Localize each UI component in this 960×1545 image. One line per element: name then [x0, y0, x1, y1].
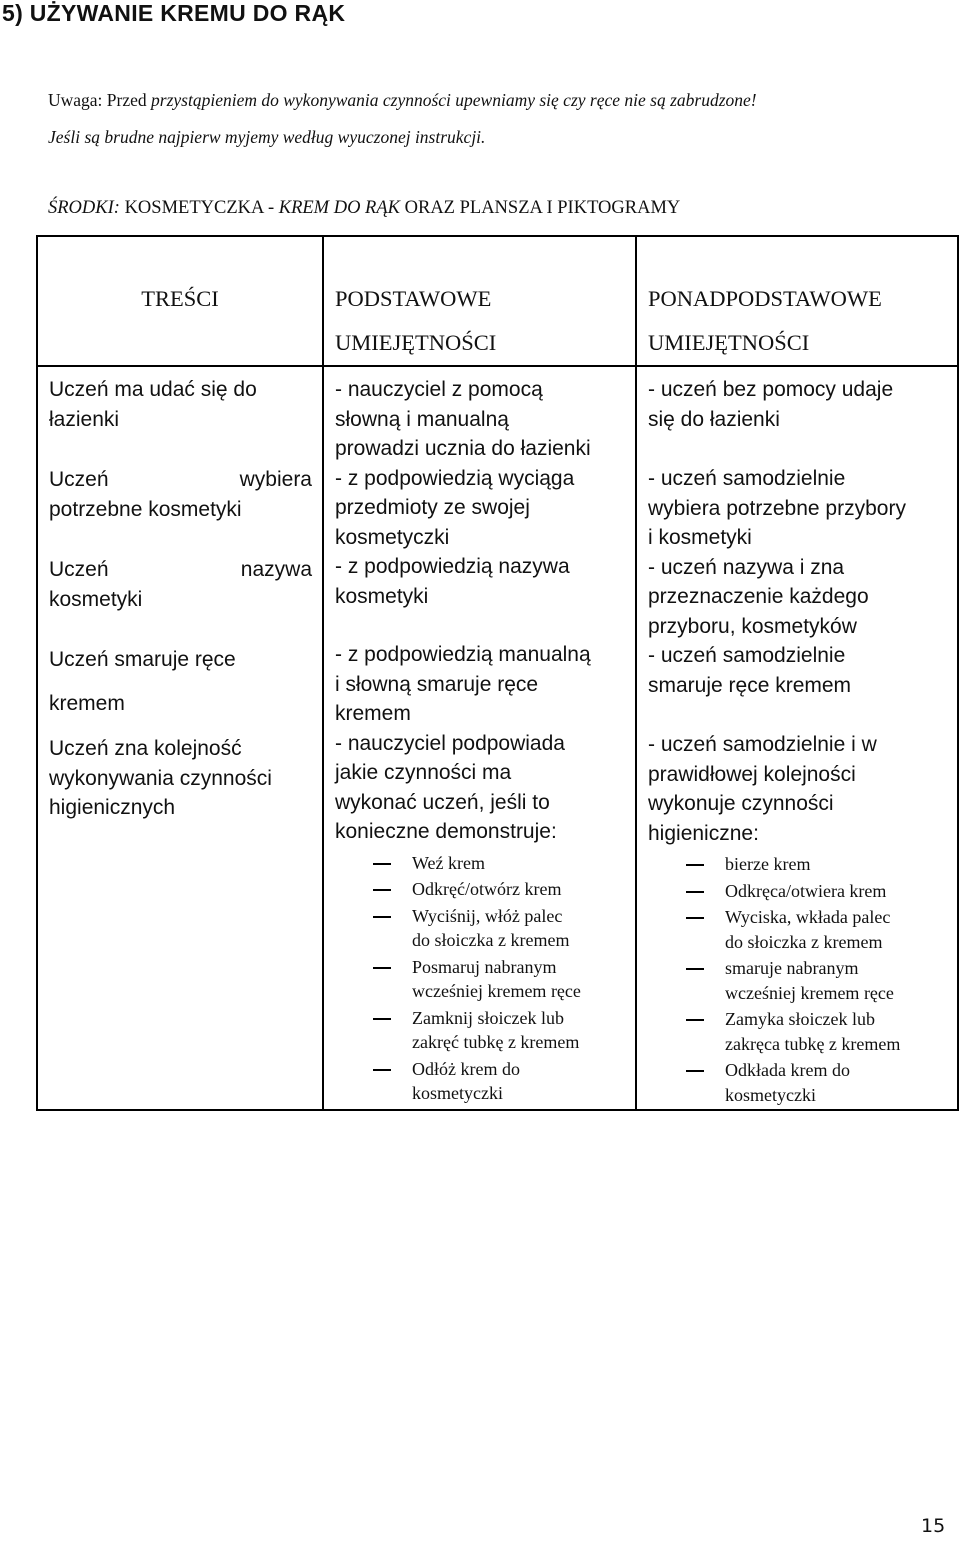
podst-5-line3: wykonać uczeń, jeśli to — [335, 790, 550, 814]
materials-kosmetyczka: KOSMETYCZKA - — [124, 198, 279, 218]
ponad-4-line1: - uczeń samodzielnie — [648, 644, 846, 667]
ponad-5-line1: - uczeń samodzielnie i w — [648, 733, 877, 756]
podstawowe-cell — [323, 366, 636, 1110]
tresci-3-word-b: nazywa — [240, 558, 312, 581]
ponad-2-line1: - uczeń samodzielnie — [648, 467, 846, 490]
step-text: Zamknij słoiczek lub — [412, 1007, 564, 1028]
header-podstawowe — [323, 236, 636, 366]
podst-4-line2: i słowną smaruje ręce — [335, 672, 539, 696]
step-text: Zamyka słoiczek lub — [725, 1009, 875, 1029]
ponad-1-line2: się do łazienki — [648, 407, 780, 431]
table-header-row — [37, 236, 958, 366]
tresci-2-line2: potrzebne kosmetyki — [49, 497, 242, 521]
header-ponadpodstawowe-line1: PONADPODSTAWOWE — [648, 286, 882, 311]
tresci-5-line2: wykonywania czynności — [49, 766, 272, 790]
list-item — [648, 1007, 947, 1056]
podst-4-line1: - z podpowiedzią manualną — [335, 643, 591, 666]
ponadpodstawowe-content — [637, 367, 957, 1107]
podst-5-line1: - nauczyciel podpowiada — [335, 731, 565, 755]
ponad-3-line1: - uczeń nazywa i zna — [648, 555, 845, 579]
step-text-cont: wcześniej kremem ręce — [725, 982, 894, 1003]
podst-1-line1: - nauczyciel z pomocą — [335, 378, 543, 401]
tresci-2-word-b: wybiera — [239, 468, 312, 491]
ponad-5-line4: higieniczne: — [648, 821, 759, 845]
podst-2-line2: przedmioty ze swojej — [335, 496, 530, 519]
list-item — [648, 879, 947, 904]
step-text: Odłóż krem do — [412, 1058, 520, 1079]
list-item — [648, 956, 947, 1005]
header-ponadpodstawowe-text — [637, 237, 957, 365]
step-text: Posmaruj nabranym — [412, 956, 557, 977]
podst-1-line3: prowadzi ucznia do łazienki — [335, 437, 591, 460]
step-text: bierze krem — [725, 854, 811, 874]
step-text-cont: do słoiczka z kremem — [412, 930, 570, 950]
podstawowe-steps-list — [335, 851, 625, 1106]
podst-3-line2: kosmetyki — [335, 584, 429, 608]
header-tresci-text: TREŚCI — [141, 286, 219, 311]
skills-table — [36, 235, 959, 1111]
header-ponadpodstawowe-line2: UMIEJĘTNOŚCI — [648, 330, 810, 355]
list-item — [335, 877, 625, 902]
step-text: Odkręć/otwórz krem — [412, 879, 562, 899]
tresci-1-line1: Uczeń ma udać się do — [49, 378, 257, 401]
podst-5-line4: konieczne demonstruje: — [335, 820, 557, 843]
podstawowe-content — [324, 367, 635, 1106]
list-item — [648, 905, 947, 954]
list-item — [648, 852, 947, 877]
step-text-cont: do słoiczka z kremem — [725, 931, 883, 952]
tresci-3-line1 — [49, 555, 312, 585]
list-item — [335, 955, 625, 1004]
podst-5-line2: jakie czynności ma — [335, 761, 512, 784]
podst-1-line2: słowną i manualną — [335, 407, 509, 431]
table-body-row — [37, 366, 958, 1110]
tresci-3-word-a: Uczeń — [49, 558, 109, 581]
ponad-3-line3: przyboru, kosmetyków — [648, 614, 857, 638]
note-italic: przystąpieniem do wykonywania czynności upewniamy się czy ręce nie są zabrudzone! — [151, 90, 757, 110]
tresci-2-line1 — [49, 465, 312, 495]
list-item — [335, 851, 625, 876]
step-text-cont: kosmetyczki — [412, 1083, 503, 1103]
header-ponadpodstawowe — [636, 236, 958, 366]
ponad-2-line3: i kosmetyki — [648, 526, 752, 549]
podst-2-line3: kosmetyczki — [335, 525, 450, 549]
ponadpodstawowe-cell — [636, 366, 958, 1110]
ponadpodstawowe-steps-list — [648, 852, 947, 1107]
ponad-1-line1: - uczeń bez pomocy udaje — [648, 378, 894, 401]
ponad-3-line2: przeznaczenie każdego — [648, 585, 869, 608]
ponad-2-line2: wybiera potrzebne przybory — [648, 496, 906, 520]
tresci-2-word-a: Uczeń — [49, 468, 109, 491]
step-text: Odkręca/otwiera krem — [725, 880, 887, 901]
materials-label: ŚRODKI: — [48, 198, 125, 218]
step-text: smaruje nabranym — [725, 958, 859, 978]
step-text: Wyciska, wkłada palec — [725, 907, 891, 927]
list-item — [335, 1006, 625, 1055]
note-line-2-text: Jeśli są brudne najpierw myjemy według wyuczonej instrukcji. — [48, 127, 486, 147]
header-podstawowe-text — [324, 237, 635, 365]
step-text-cont: zakręca tubkę z kremem — [725, 1033, 901, 1054]
tresci-5-line1: Uczeń zna kolejność — [49, 737, 242, 760]
page-number: 15 — [921, 1515, 946, 1537]
ponad-4-line2: smaruje ręce kremem — [648, 673, 852, 697]
step-text-cont: zakręć tubkę z kremem — [412, 1032, 580, 1052]
list-item — [335, 904, 625, 953]
tresci-content — [38, 367, 322, 823]
step-text: Odkłada krem do — [725, 1060, 850, 1080]
header-podstawowe-line2: UMIEJĘTNOŚCI — [335, 330, 497, 355]
tresci-5-line3: higienicznych — [49, 796, 176, 819]
list-item — [648, 1058, 947, 1107]
note-line-2 — [48, 127, 485, 148]
tresci-4-line1: Uczeń smaruje ręce — [49, 648, 236, 671]
section-heading: 5) UŻYWANIE KREMU DO RĄK — [2, 0, 346, 26]
list-item — [335, 1057, 625, 1106]
tresci-cell — [37, 366, 323, 1110]
tresci-1-line2: łazienki — [49, 407, 120, 431]
podst-3-line1: - z podpowiedzią nazywa — [335, 555, 570, 578]
materials-line — [48, 198, 680, 219]
tresci-3-line2: kosmetyki — [49, 587, 143, 611]
header-podstawowe-line1: PODSTAWOWE — [335, 286, 492, 311]
podst-2-line1: - z podpowiedzią wyciąga — [335, 466, 575, 490]
materials-rest: ORAZ PLANSZA I PIKTOGRAMY — [400, 198, 681, 218]
header-tresci — [37, 236, 323, 366]
step-text-cont: kosmetyczki — [725, 1084, 816, 1105]
ponad-5-line3: wykonuje czynności — [648, 792, 834, 815]
step-text: Wyciśnij, włóż palec — [412, 905, 563, 926]
step-text-cont: wcześniej kremem ręce — [412, 981, 581, 1001]
note-line-1 — [48, 90, 757, 111]
podst-4-line3: kremem — [335, 702, 411, 725]
tresci-4-line2: kremem — [49, 691, 125, 715]
materials-krem: KREM DO RĄK — [278, 198, 400, 218]
step-text: Weź krem — [412, 852, 486, 873]
ponad-5-line2: prawidłowej kolejności — [648, 762, 856, 786]
note-prefix: Uwaga: Przed — [48, 90, 152, 110]
